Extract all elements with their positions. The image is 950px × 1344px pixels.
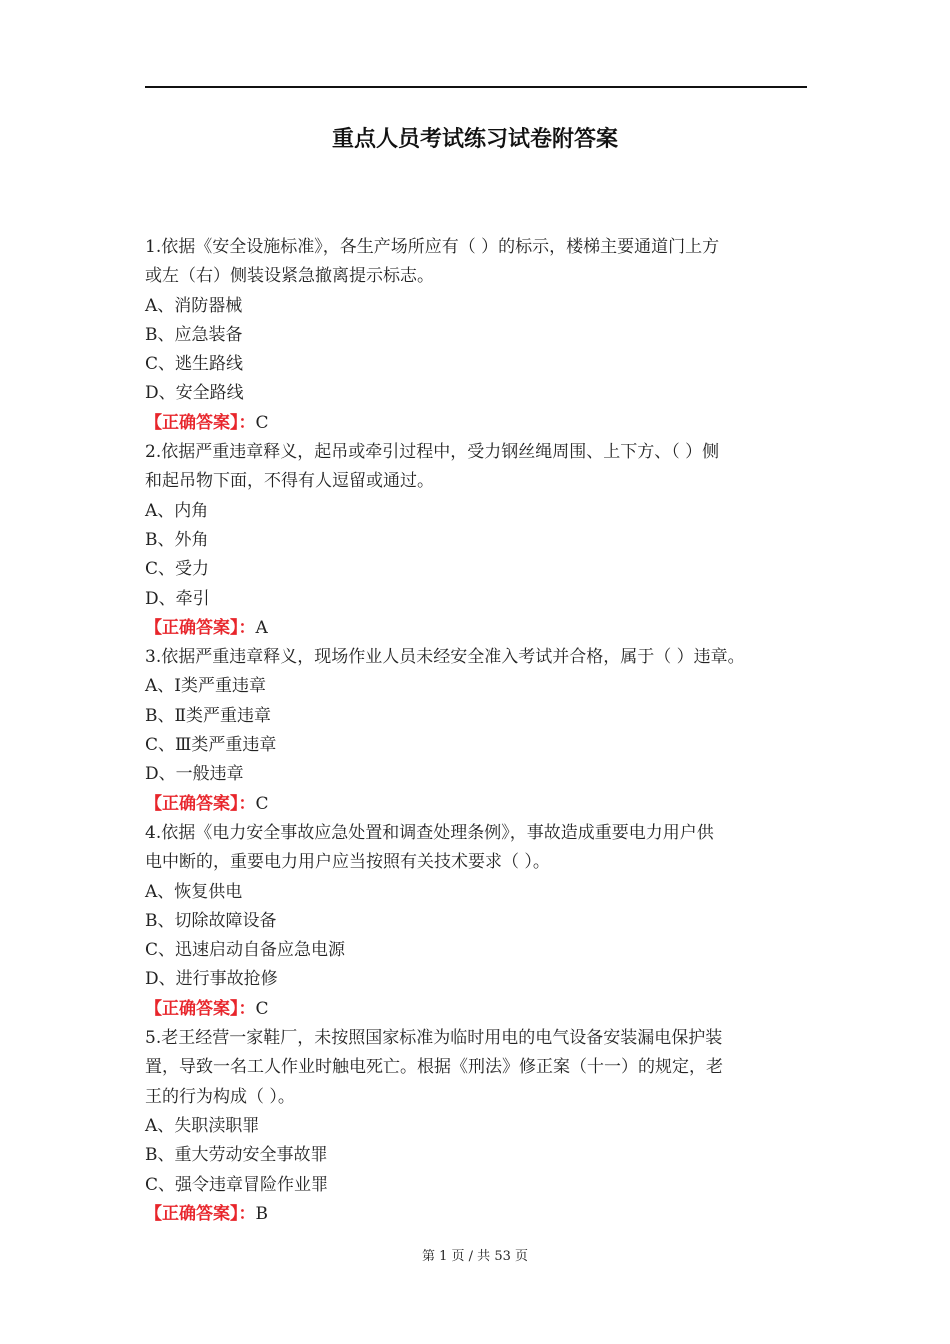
header-rule <box>145 86 807 88</box>
option-a: A、内角 <box>145 500 209 521</box>
answer-value: B <box>255 1203 268 1224</box>
option-d: D、安全路线 <box>145 383 244 404</box>
option-d: D、牵引 <box>145 588 210 609</box>
answer-label: 【正确答案】： <box>145 617 256 638</box>
option-c: C、Ⅲ类严重违章 <box>145 735 277 756</box>
option-d: D、进行事故抢修 <box>145 969 278 990</box>
question-text: 或左（右）侧装设紧急撤离提示标志。 <box>145 266 434 287</box>
answer-value: C <box>255 412 269 433</box>
question-text: 电中断的，重要电力用户应当按照有关技术要求（ ）。 <box>145 852 550 873</box>
option-a: A、失职渎职罪 <box>145 1115 260 1136</box>
answer-value: C <box>255 793 269 814</box>
option-b: B、切除故障设备 <box>145 910 277 931</box>
question-4 <box>145 819 815 1024</box>
document-title: 重点人员考试练习试卷附答案 <box>331 127 618 152</box>
answer-value: A <box>255 617 268 638</box>
question-text: 5.老王经营一家鞋厂，未按照国家标准为临时用电的电气设备安装漏电保护装 <box>145 1028 723 1049</box>
answer-line <box>145 409 815 438</box>
answer-line <box>145 995 815 1024</box>
answer-label: 【正确答案】： <box>145 793 256 814</box>
question-text: 置，导致一名工人作业时触电死亡。根据《刑法》修正案（十一）的规定，老 <box>145 1057 723 1078</box>
option-c: C、迅速启动自备应急电源 <box>145 940 346 961</box>
option-a: A、Ⅰ类严重违章 <box>145 676 266 697</box>
option-b: B、Ⅱ类严重违章 <box>145 705 272 726</box>
question-3 <box>145 643 815 819</box>
answer-label: 【正确答案】： <box>145 998 256 1019</box>
answer-value: C <box>255 998 269 1019</box>
question-text: 和起吊物下面，不得有人逗留或通过。 <box>145 471 434 492</box>
option-b: B、重大劳动安全事故罪 <box>145 1145 328 1166</box>
question-2 <box>145 438 815 643</box>
question-text: 3.依据严重违章释义，现场作业人员未经安全准入考试并合格，属于（ ）违章。 <box>145 647 745 668</box>
option-c: C、逃生路线 <box>145 354 244 375</box>
question-text: 王的行为构成（ ）。 <box>145 1086 295 1107</box>
answer-label: 【正确答案】： <box>145 1203 256 1224</box>
answer-line <box>145 790 815 819</box>
option-c: C、强令违章冒险作业罪 <box>145 1174 329 1195</box>
option-a: A、消防器械 <box>145 295 243 316</box>
answer-label: 【正确答案】： <box>145 412 256 433</box>
question-list <box>145 233 815 1229</box>
option-a: A、恢复供电 <box>145 881 243 902</box>
question-1 <box>145 233 815 438</box>
question-text: 4.依据《电力安全事故应急处置和调查处理条例》，事故造成重要电力用户供 <box>145 822 714 843</box>
page-footer: 第 1 页 / 共 53 页 <box>422 1249 528 1264</box>
option-d: D、一般违章 <box>145 764 244 785</box>
question-text: 2.依据严重违章释义，起吊或牵引过程中，受力钢丝绳周围、上下方、（ ）侧 <box>145 442 720 463</box>
question-5 <box>145 1024 815 1229</box>
option-c: C、受力 <box>145 559 210 580</box>
answer-line <box>145 614 815 643</box>
question-text: 1.依据《安全设施标准》，各生产场所应有（ ）的标示，楼梯主要通道门上方 <box>145 237 720 257</box>
answer-line <box>145 1200 815 1229</box>
option-b: B、外角 <box>145 529 209 550</box>
option-b: B、应急装备 <box>145 324 243 345</box>
